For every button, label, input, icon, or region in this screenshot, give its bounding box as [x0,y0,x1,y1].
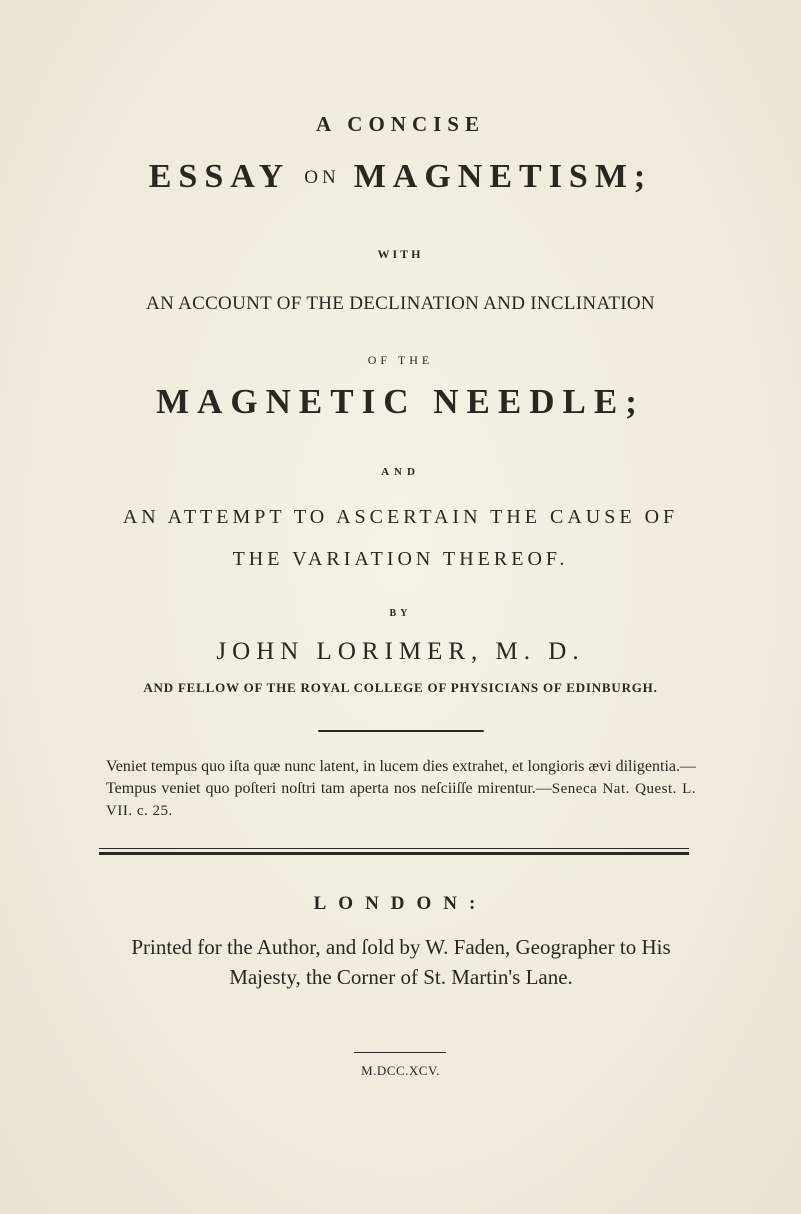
double-rule-thick [99,852,689,855]
title-on: ON [304,167,340,188]
author-affiliation: AND FELLOW OF THE ROYAL COLLEGE OF PHYSICIANS OF EDINBURGH. [143,680,658,695]
title-needle: MAGNETIC NEEDLE; [156,382,645,421]
imprint-printer: Printed for the Author, and ſold by W. Faden, Geographer to His Majesty, the Corner of St. Martin's Lane. [131,935,671,989]
title-and: AND [381,466,420,478]
imprint-date: M.DCC.XCV. [361,1063,440,1078]
title-of-the: OF THE [367,353,434,367]
date-rule [354,1052,446,1053]
title-line-concise: A CONCISE [316,112,485,136]
title-by: BY [389,608,412,619]
title-account: AN ACCOUNT OF THE DECLINATION AND INCLINATION [146,293,655,314]
epigraph [106,756,696,822]
epigraph-source: Seneca Nat. Quest. L. VII. c. 25. [106,781,696,819]
title-attempt: AN ATTEMPT TO ASCERTAIN THE CAUSE OF [122,506,679,528]
title-with: WITH [377,247,424,261]
title-essay: ESSAY [148,158,291,195]
title-variation: THE VARIATION THEREOF. [232,548,569,570]
ornamental-rule [318,730,484,732]
title-magnetism: MAGNETISM; [353,158,653,195]
title-main [0,158,801,196]
epigraph-text: Veniet tempus quo iſta quæ nunc latent, in lucem dies extrahet, et longioris ævi diligentia.—Tempus veniet quo poſteri noſtri tam aperta nos neſciiſſe mirentur.— [106,758,696,797]
double-rule-thin [99,848,689,849]
author-name: JOHN LORIMER, M. D. [216,638,585,665]
imprint-city: LONDON: [313,893,488,914]
